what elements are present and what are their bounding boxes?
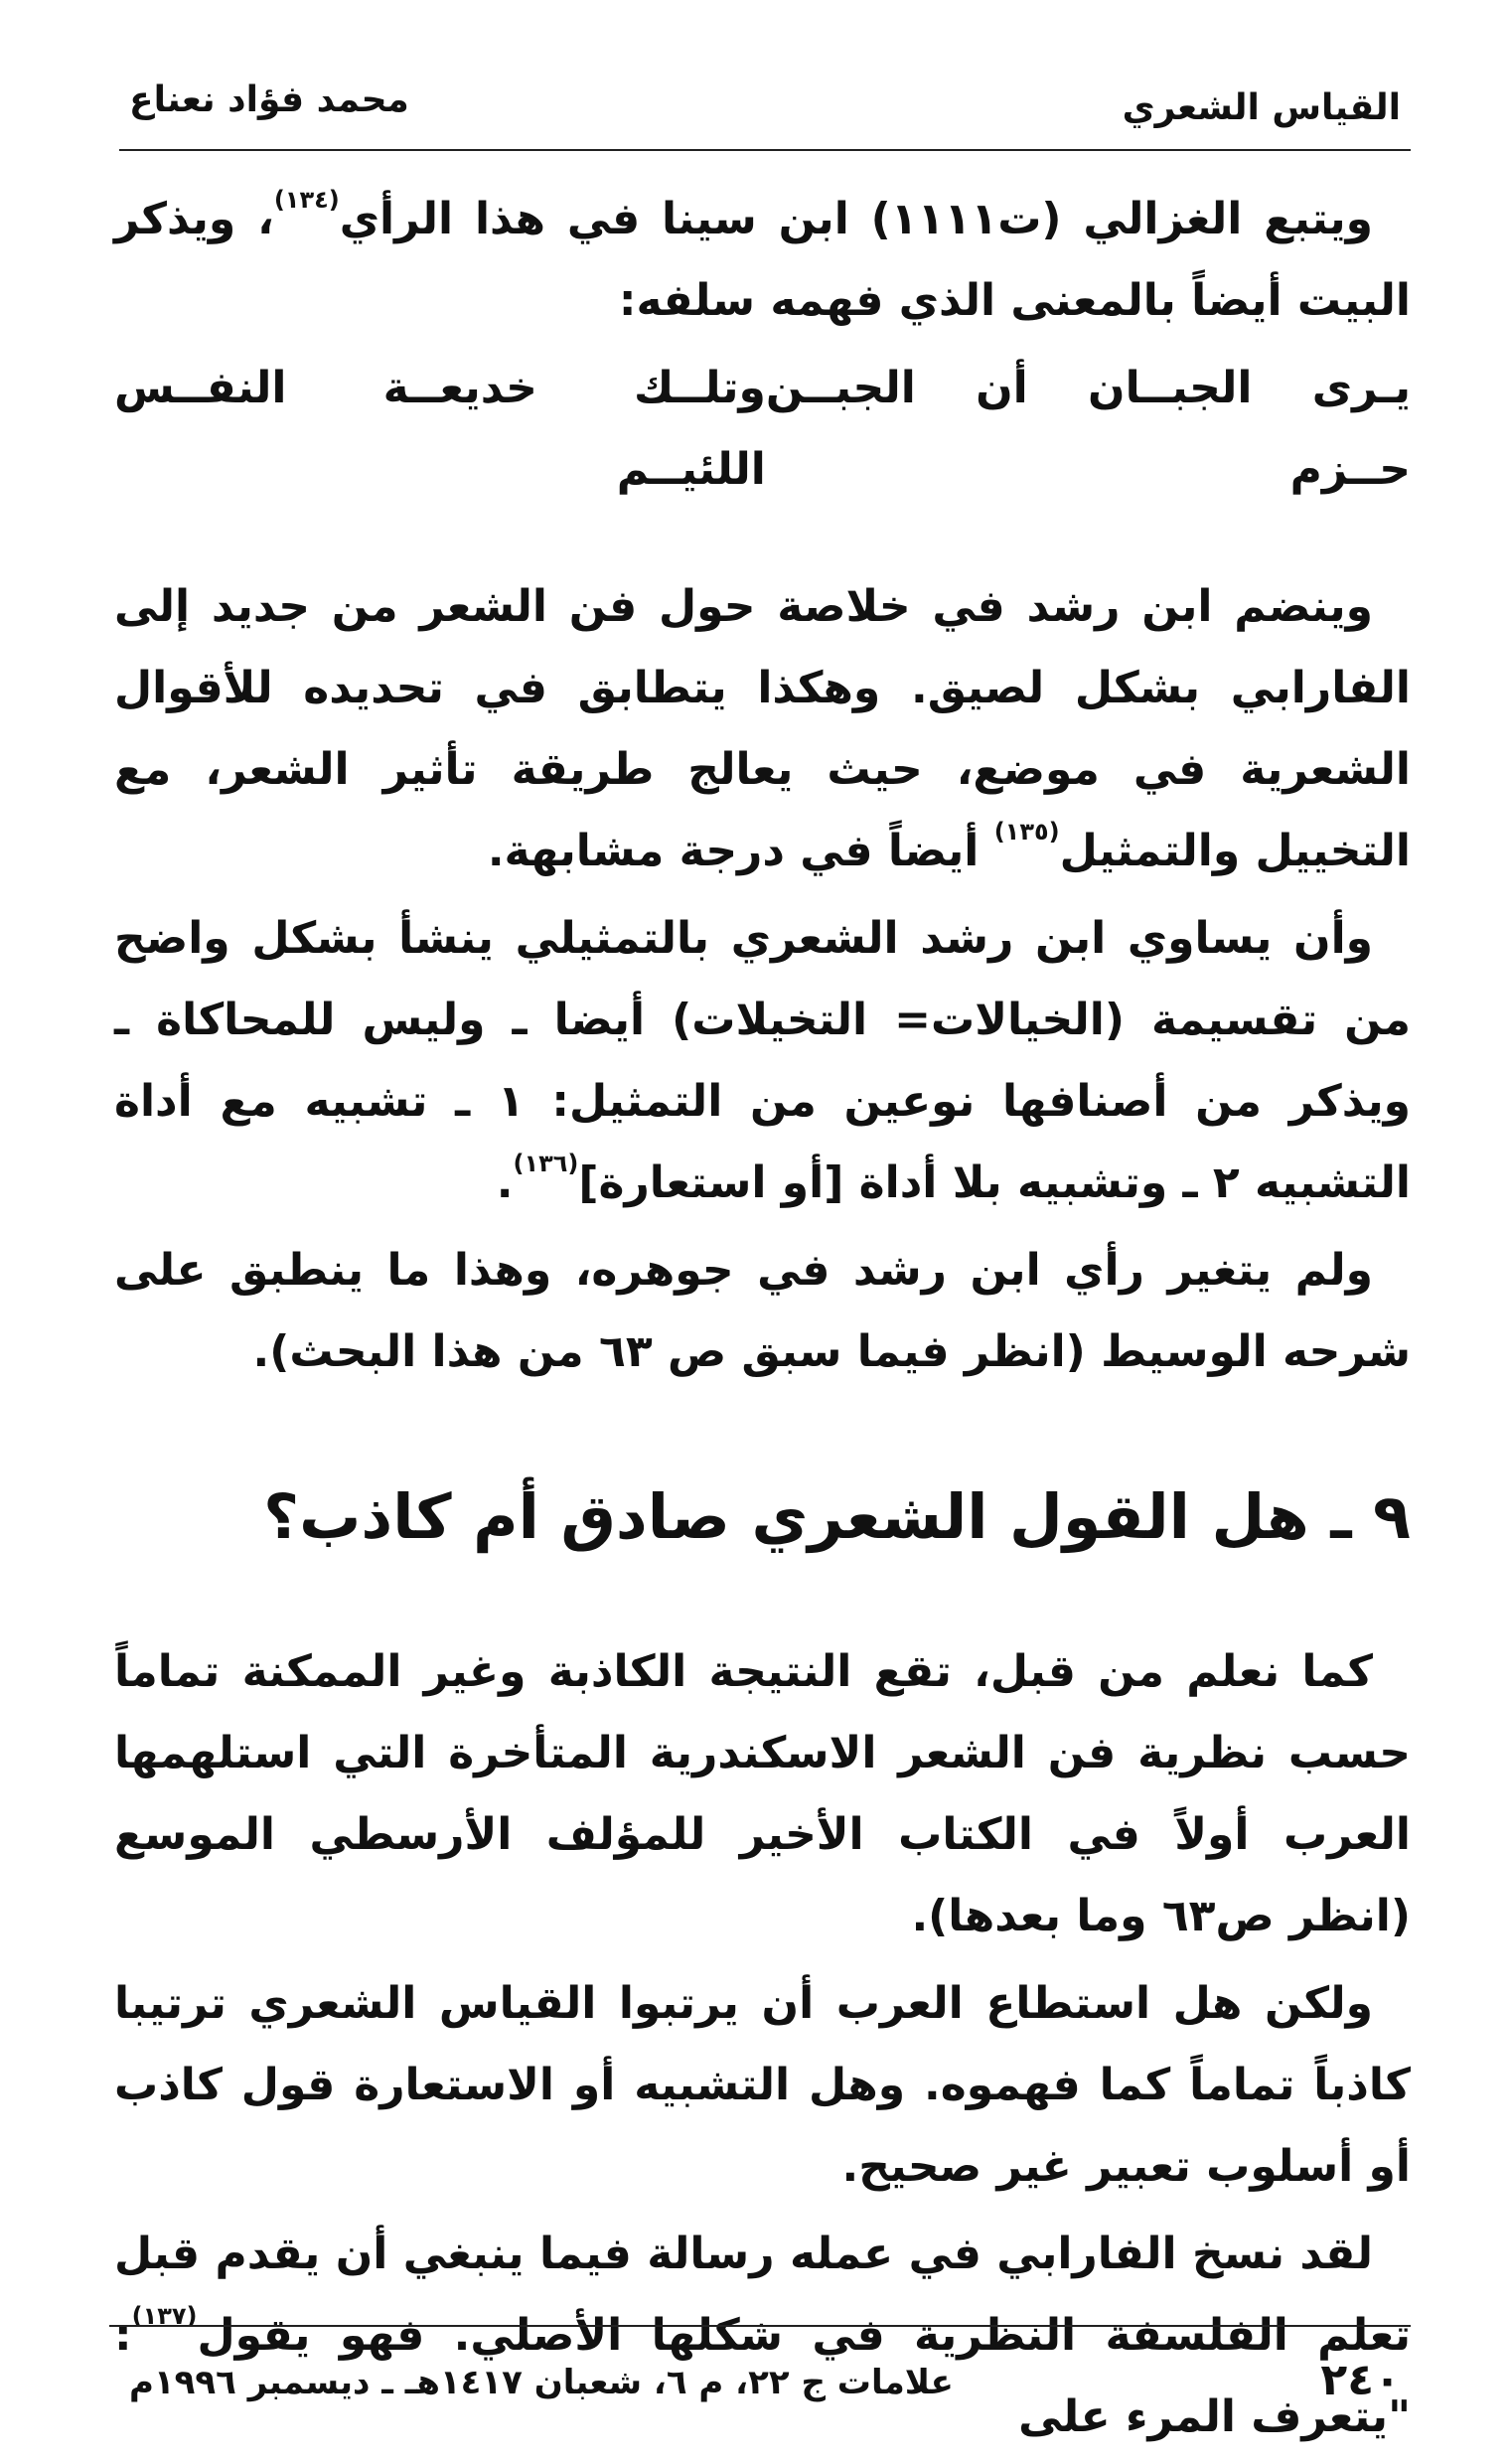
verse-first-hemistich: يـرى الجبــان أن الجبــن حــزم [765, 363, 1411, 495]
poetry-verse [114, 348, 1411, 511]
page-header [119, 60, 1411, 151]
footnote-ref-135: (١٣٥) [993, 818, 1060, 846]
page-footer [109, 2325, 1411, 2416]
running-author: محمد فؤاد نعناع [129, 79, 409, 120]
footnote-ref-134: (١٣٤) [273, 186, 340, 214]
paragraph-7-text-a: لقد نسخ الفارابي في عمله رسالة فيما ينبغي أن يقدم قبل تعلم الفلسفة النظرية في شكلها الأصلي. فهو يقول [114, 2229, 1411, 2361]
footnote-ref-137: (١٣٧) [131, 2302, 198, 2330]
verse-second-hemistich: وتلــك خديعــة النفــس اللئيــم [114, 363, 766, 495]
paragraph-3 [114, 898, 1411, 1224]
paragraph-1-text-b: ، ويذكر البيت أيضاً بالمعنى الذي فهمه سلفه: [114, 194, 1411, 326]
paragraph-3-text-b: . [496, 1157, 514, 1208]
paragraph-7-text-b: : "يتعرف المرء على [114, 2310, 1411, 2442]
paragraph-2-text-a: وينضم ابن رشد في خلاصة حول فن الشعر من جديد إلى الفارابي بشكل لصيق. وهكذا يتطابق في تحديده للأقوال الشعرية في موضع، حيث يعالج طريقة تأثير الشعر، مع التخييل والتمثيل [114, 581, 1411, 876]
paragraph-1-text-a: ويتبع الغزالي (ت١١١١) ابن سينا في هذا الرأي [339, 194, 1374, 244]
paragraph-1 [114, 179, 1411, 342]
paragraph-2-text-b: أيضاً في درجة مشابهة. [487, 826, 994, 876]
paragraph-3-text-a: وأن يساوي ابن رشد الشعري بالتمثيلي ينشأ بشكل واضح من تقسيمة (الخيالات= التخيلات) أيضا ـ وليس للمحاكاة ـ ويذكر من أصنافها نوعين من التمثيل: ١ ـ تشبيه مع أداة التشبيه ٢ ـ وتشبيه بلا أداة [أو استعارة] [114, 913, 1411, 1208]
footnote-ref-136: (١٣٦) [513, 1150, 579, 1177]
running-title: القياس الشعري [1122, 87, 1401, 128]
section-heading: ٩ ـ هل القول الشعري صادق أم كاذب؟ [263, 1480, 1411, 1553]
paragraph-2 [114, 566, 1411, 892]
paragraph-5: كما نعلم من قبل، تقع النتيجة الكاذبة وغير الممكنة تماماً حسب نظرية فن الشعر الاسكندرية المتأخرة التي استلهمها العرب أولاً في الكتاب الأخير للمؤلف الأرسطي الموسع (انظر ص٦٣ وما بعدها). [114, 1646, 1411, 1941]
page-number: ٢٤٠ [1320, 2355, 1401, 2405]
paragraph-4: ولم يتغير رأي ابن رشد في جوهره، وهذا ما ينطبق على شرحه الوسيط (انظر فيما سبق ص ٦٣ من هذا البحث). [114, 1245, 1411, 1377]
paragraph-6: ولكن هل استطاع العرب أن يرتبوا القياس الشعري ترتيبا كاذباً تماماً كما فهموه. وهل التشبيه أو الاستعارة قول كاذب أو أسلوب تعبير غير صحيح. [114, 1978, 1411, 2192]
journal-citation: علامات ج ٢٢، م ٦، شعبان ١٤١٧هـ ـ ديسمبر ١٩٩٦م [129, 2363, 954, 2402]
body-text [114, 179, 1411, 2464]
